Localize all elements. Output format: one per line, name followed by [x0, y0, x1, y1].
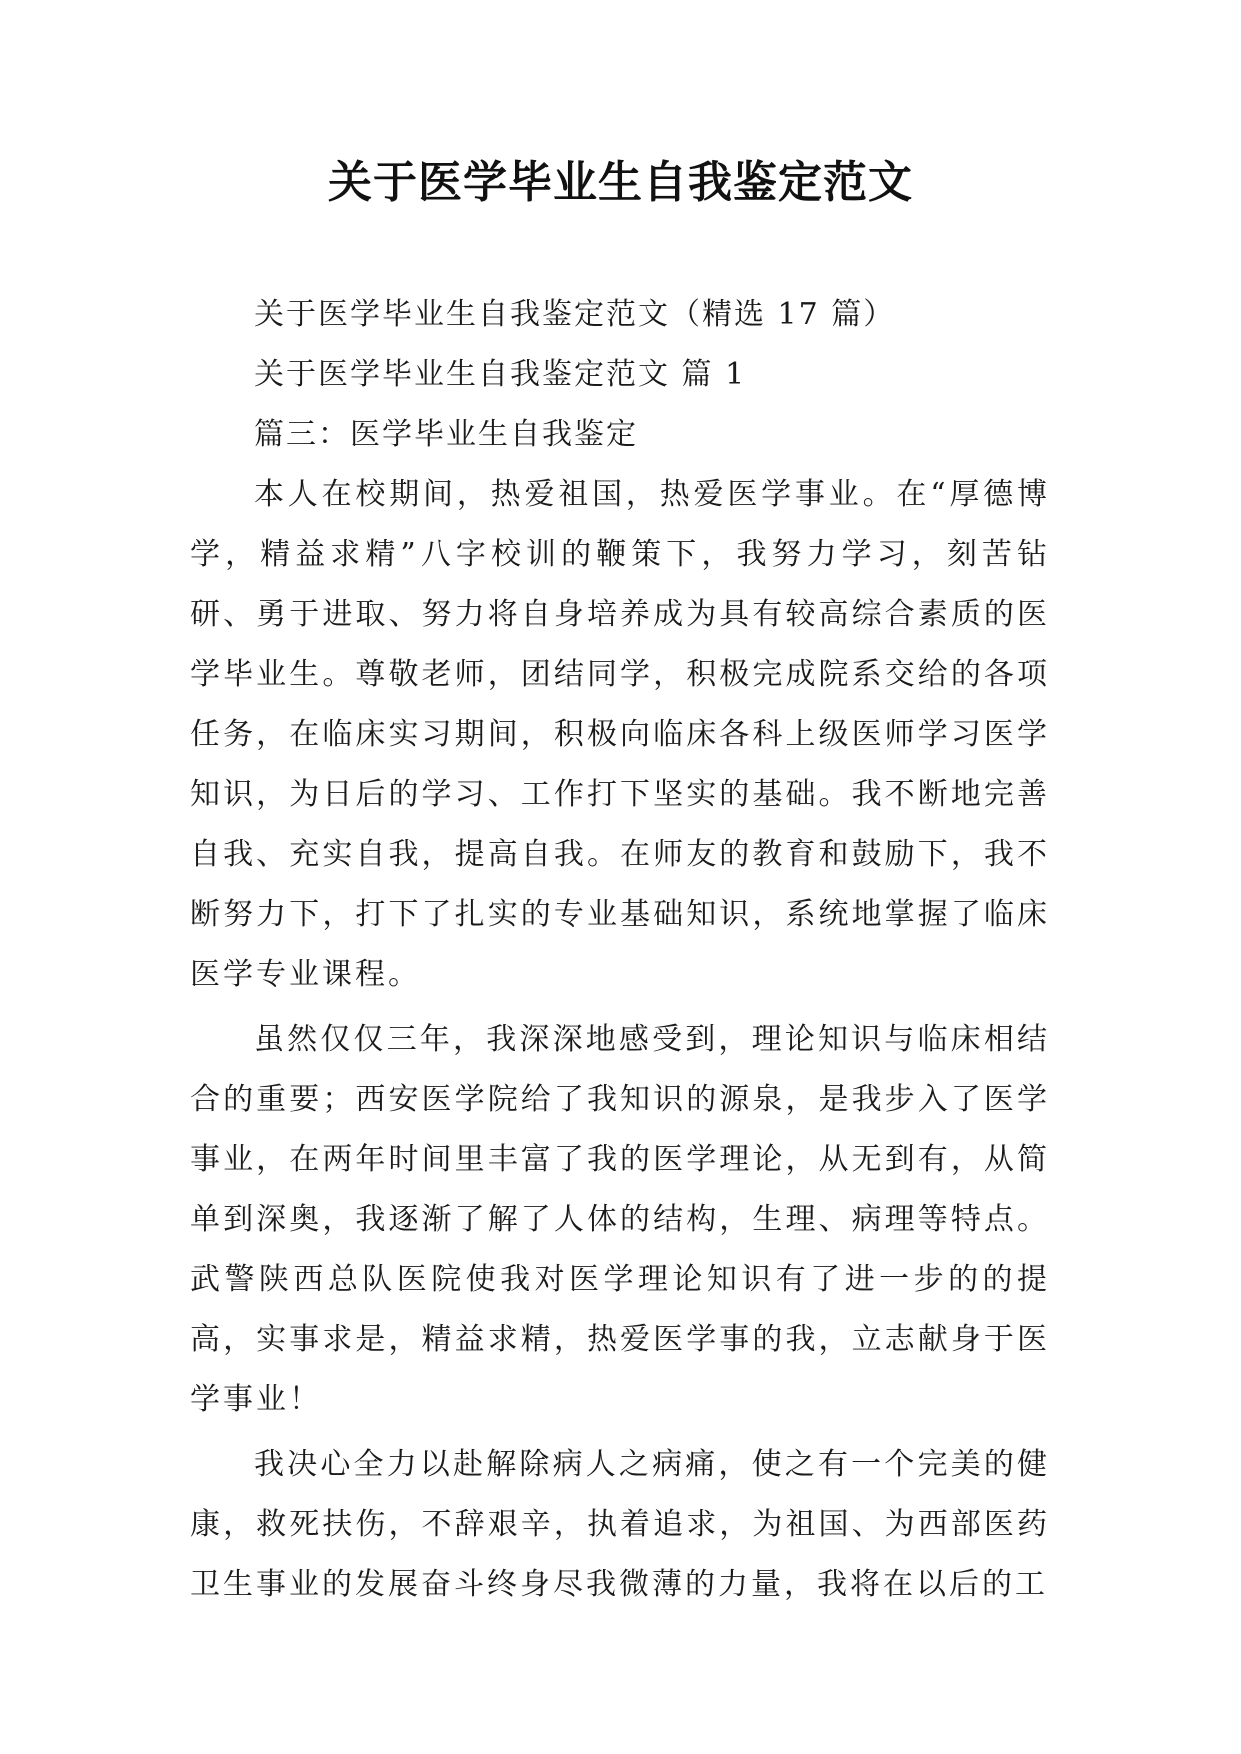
document-subtitle: 关于医学毕业生自我鉴定范文（精选 17 篇）: [254, 297, 896, 332]
paragraph-3: 我决心全力以赴解除病人之病痛，使之有一个完美的健康，救死扶伤，不辞艰辛，执着追求，为祖国、为西部医药卫生事业的发展奋斗终身尽我微薄的力量，我将在以后的工: [190, 1447, 1050, 1602]
paragraph-2: 虽然仅仅三年，我深深地感受到，理论知识与临床相结合的重要；西安医学院给了我知识的源泉，是我步入了医学事业，在两年时间里丰富了我的医学理论，从无到有，从简单到深奥，我逐渐了解了人体的结构，生理、病理等特点。武警陕西总队医院使我对医学理论知识有了进一步的的提高，实事求是，精益求精，热爱医学事的我，立志献身于医学事业！: [190, 1022, 1050, 1417]
article-heading: 篇三：医学毕业生自我鉴定: [254, 417, 638, 452]
document-body: [190, 285, 1050, 1620]
section-heading: 关于医学毕业生自我鉴定范文 篇 1: [254, 357, 747, 392]
document-title: 关于医学毕业生自我鉴定范文: [328, 157, 913, 208]
paragraph-1: 本人在校期间，热爱祖国，热爱医学事业。在“厚德博学，精益求精”八字校训的鞭策下，我努力学习，刻苦钻研、勇于进取、努力将自身培养成为具有较高综合素质的医学毕业生。尊敬老师，团结同学，积极完成院系交给的各项任务，在临床实习期间，积极向临床各科上级医师学习医学知识，为日后的学习、工作打下坚实的基础。我不断地完善自我、充实自我，提高自我。在师友的教育和鼓励下，我不断努力下，打下了扎实的专业基础知识，系统地掌握了临床医学专业课程。: [190, 477, 1050, 992]
